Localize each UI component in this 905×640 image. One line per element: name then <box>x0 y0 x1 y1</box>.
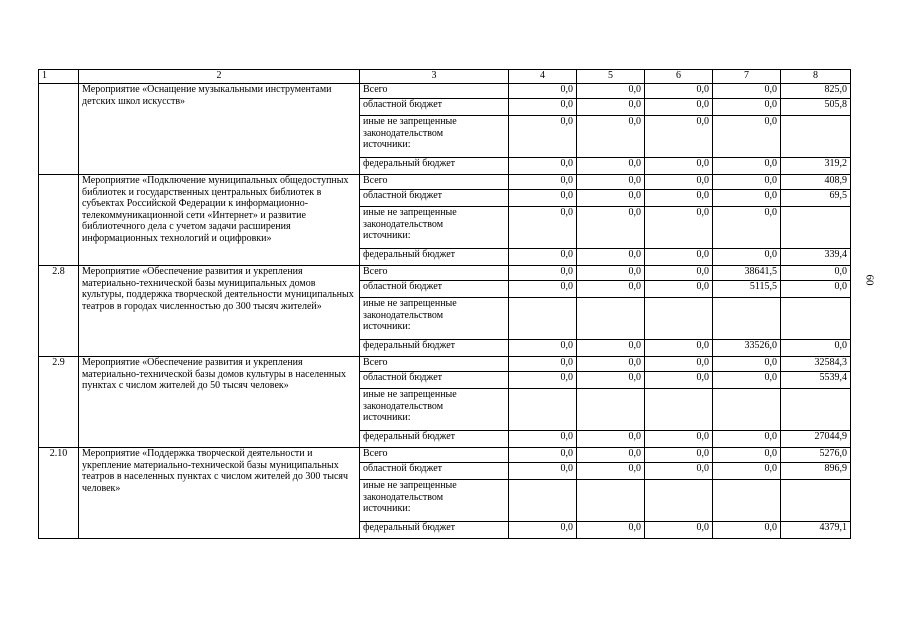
value-cell: 0,0 <box>509 207 577 249</box>
value-cell: 0,0 <box>713 522 781 539</box>
value-cell: 896,9 <box>781 463 851 480</box>
value-cell: 0,0 <box>509 175 577 190</box>
funding-source: Всего <box>360 175 509 190</box>
value-cell: 0,0 <box>645 522 713 539</box>
funding-source-line: законодательством <box>363 491 444 503</box>
value-cell <box>577 480 645 522</box>
funding-source <box>360 389 509 431</box>
funding-source: областной бюджет <box>360 190 509 207</box>
header-cell: 6 <box>645 70 713 84</box>
value-cell: 0,0 <box>577 190 645 207</box>
value-cell <box>645 389 713 431</box>
value-cell: 0,0 <box>577 431 645 448</box>
funding-source: федеральный бюджет <box>360 158 509 175</box>
header-cell: 3 <box>360 70 509 84</box>
value-cell: 0,0 <box>509 84 577 99</box>
value-cell: 0,0 <box>645 281 713 298</box>
funding-source: областной бюджет <box>360 99 509 116</box>
value-cell: 0,0 <box>645 431 713 448</box>
value-cell <box>781 298 851 340</box>
value-cell <box>781 480 851 522</box>
value-cell: 0,0 <box>577 99 645 116</box>
value-cell <box>713 389 781 431</box>
value-cell: 27044,9 <box>781 431 851 448</box>
value-cell: 0,0 <box>645 266 713 281</box>
value-cell: 0,0 <box>577 340 645 357</box>
funding-source: Всего <box>360 357 509 372</box>
value-cell: 0,0 <box>509 116 577 158</box>
value-cell: 0,0 <box>509 448 577 463</box>
funding-source-line: иные не запрещенные <box>363 298 457 309</box>
value-cell: 0,0 <box>509 340 577 357</box>
value-cell: 5115,5 <box>713 281 781 298</box>
value-cell: 319,2 <box>781 158 851 175</box>
value-cell: 0,0 <box>645 99 713 116</box>
funding-source-line: иные не запрещенные <box>363 480 457 491</box>
budget-table <box>38 69 851 539</box>
header-cell: 5 <box>577 70 645 84</box>
header-cell: 8 <box>781 70 851 84</box>
measure-title: Мероприятие «Подключение муниципальных общедоступных библиотек и государственных центральных библиотек в субъектах Российской Федерации к информационно-телекоммуникационной сети «Интернет» и развитие библиотечного дела с учетом задачи расширения информационных технологий и оцифровки» <box>79 175 360 266</box>
funding-source: федеральный бюджет <box>360 249 509 266</box>
value-cell: 0,0 <box>509 249 577 266</box>
value-cell <box>713 298 781 340</box>
header-cell: 7 <box>713 70 781 84</box>
value-cell: 0,0 <box>713 116 781 158</box>
value-cell: 0,0 <box>509 158 577 175</box>
measure-title: Мероприятие «Обеспечение развития и укрепления материально-технической базы муниципальных домов культуры, поддержка творческой деятельности муниципальных театров в городах численностью до 300 тысяч жителей» <box>79 266 360 357</box>
value-cell: 0,0 <box>577 372 645 389</box>
value-cell: 5276,0 <box>781 448 851 463</box>
value-cell: 0,0 <box>713 99 781 116</box>
funding-source <box>360 207 509 249</box>
value-cell: 0,0 <box>713 357 781 372</box>
value-cell: 33526,0 <box>713 340 781 357</box>
value-cell: 0,0 <box>645 340 713 357</box>
value-cell: 0,0 <box>577 175 645 190</box>
funding-source-line: источники: <box>363 139 411 151</box>
value-cell: 0,0 <box>577 249 645 266</box>
value-cell: 0,0 <box>577 281 645 298</box>
value-cell: 4379,1 <box>781 522 851 539</box>
value-cell: 0,0 <box>645 116 713 158</box>
header-cell: 4 <box>509 70 577 84</box>
table-row <box>39 175 851 190</box>
value-cell: 0,0 <box>645 158 713 175</box>
value-cell <box>577 389 645 431</box>
value-cell: 408,9 <box>781 175 851 190</box>
value-cell: 0,0 <box>645 372 713 389</box>
value-cell: 5539,4 <box>781 372 851 389</box>
funding-source: Всего <box>360 84 509 99</box>
value-cell: 0,0 <box>509 266 577 281</box>
row-index <box>39 84 79 175</box>
value-cell: 0,0 <box>645 84 713 99</box>
page-number: 60 <box>863 274 876 286</box>
table-row <box>39 266 851 281</box>
table-row <box>39 357 851 372</box>
value-cell: 505,8 <box>781 99 851 116</box>
value-cell: 0,0 <box>577 84 645 99</box>
value-cell: 0,0 <box>509 463 577 480</box>
measure-title: Мероприятие «Поддержка творческой деятельности и укрепление материально-технической базы муниципальных театров в населенных пунктах с числом жителей до 300 тысяч человек» <box>79 448 360 539</box>
funding-source-line: иные не запрещенные <box>363 389 457 400</box>
funding-source-line: иные не запрещенные <box>363 116 457 127</box>
value-cell: 0,0 <box>781 281 851 298</box>
value-cell: 0,0 <box>713 463 781 480</box>
row-index: 2.9 <box>39 357 79 448</box>
row-index <box>39 175 79 266</box>
funding-source <box>360 480 509 522</box>
value-cell: 0,0 <box>645 448 713 463</box>
value-cell: 0,0 <box>645 463 713 480</box>
value-cell: 0,0 <box>781 266 851 281</box>
value-cell: 0,0 <box>577 266 645 281</box>
value-cell: 38641,5 <box>713 266 781 281</box>
table-row <box>39 448 851 463</box>
value-cell <box>713 480 781 522</box>
value-cell: 32584,3 <box>781 357 851 372</box>
funding-source: федеральный бюджет <box>360 522 509 539</box>
value-cell: 0,0 <box>713 84 781 99</box>
value-cell: 0,0 <box>577 207 645 249</box>
value-cell: 0,0 <box>713 158 781 175</box>
value-cell: 0,0 <box>509 522 577 539</box>
value-cell <box>509 480 577 522</box>
value-cell: 0,0 <box>509 190 577 207</box>
value-cell <box>781 116 851 158</box>
value-cell: 0,0 <box>713 175 781 190</box>
funding-source: Всего <box>360 448 509 463</box>
row-index: 2.10 <box>39 448 79 539</box>
value-cell: 0,0 <box>577 448 645 463</box>
funding-source: федеральный бюджет <box>360 431 509 448</box>
value-cell: 0,0 <box>645 190 713 207</box>
value-cell <box>645 298 713 340</box>
table-row <box>39 84 851 99</box>
value-cell: 0,0 <box>781 340 851 357</box>
value-cell: 69,5 <box>781 190 851 207</box>
header-cell: 2 <box>79 70 360 84</box>
measure-title: Мероприятие «Оснащение музыкальными инструментами детских школ искусств» <box>79 84 360 175</box>
funding-source <box>360 116 509 158</box>
value-cell: 0,0 <box>713 448 781 463</box>
value-cell: 0,0 <box>577 357 645 372</box>
value-cell: 0,0 <box>509 99 577 116</box>
value-cell: 0,0 <box>645 175 713 190</box>
funding-source: областной бюджет <box>360 372 509 389</box>
value-cell: 0,0 <box>577 463 645 480</box>
value-cell: 0,0 <box>577 116 645 158</box>
value-cell: 0,0 <box>713 372 781 389</box>
value-cell: 0,0 <box>645 207 713 249</box>
value-cell: 0,0 <box>509 372 577 389</box>
header-row <box>39 70 851 84</box>
value-cell <box>781 389 851 431</box>
value-cell: 0,0 <box>577 158 645 175</box>
funding-source: федеральный бюджет <box>360 340 509 357</box>
value-cell <box>781 207 851 249</box>
value-cell: 0,0 <box>577 522 645 539</box>
value-cell: 0,0 <box>713 249 781 266</box>
funding-source <box>360 298 509 340</box>
funding-source: областной бюджет <box>360 463 509 480</box>
value-cell: 339,4 <box>781 249 851 266</box>
measure-title: Мероприятие «Обеспечение развития и укрепления материально-технической базы домов культуры в населенных пунктах с числом жителей до 50 тысяч человек» <box>79 357 360 448</box>
funding-source-line: законодательством <box>363 218 444 230</box>
value-cell: 0,0 <box>645 357 713 372</box>
value-cell <box>509 389 577 431</box>
funding-source-line: законодательством <box>363 400 444 412</box>
value-cell: 0,0 <box>713 207 781 249</box>
funding-source-line: законодательством <box>363 127 444 139</box>
row-index: 2.8 <box>39 266 79 357</box>
value-cell: 0,0 <box>645 249 713 266</box>
value-cell: 0,0 <box>713 190 781 207</box>
funding-source: областной бюджет <box>360 281 509 298</box>
value-cell <box>509 298 577 340</box>
funding-source: Всего <box>360 266 509 281</box>
header-cell: 1 <box>39 70 79 84</box>
funding-source-line: источники: <box>363 412 411 424</box>
value-cell <box>645 480 713 522</box>
value-cell: 0,0 <box>713 431 781 448</box>
funding-source-line: источники: <box>363 321 411 333</box>
value-cell: 0,0 <box>509 431 577 448</box>
value-cell: 825,0 <box>781 84 851 99</box>
funding-source-line: иные не запрещенные <box>363 207 457 218</box>
value-cell <box>577 298 645 340</box>
funding-source-line: источники: <box>363 230 411 242</box>
funding-source-line: источники: <box>363 503 411 515</box>
funding-source-line: законодательством <box>363 309 444 321</box>
value-cell: 0,0 <box>509 281 577 298</box>
value-cell: 0,0 <box>509 357 577 372</box>
